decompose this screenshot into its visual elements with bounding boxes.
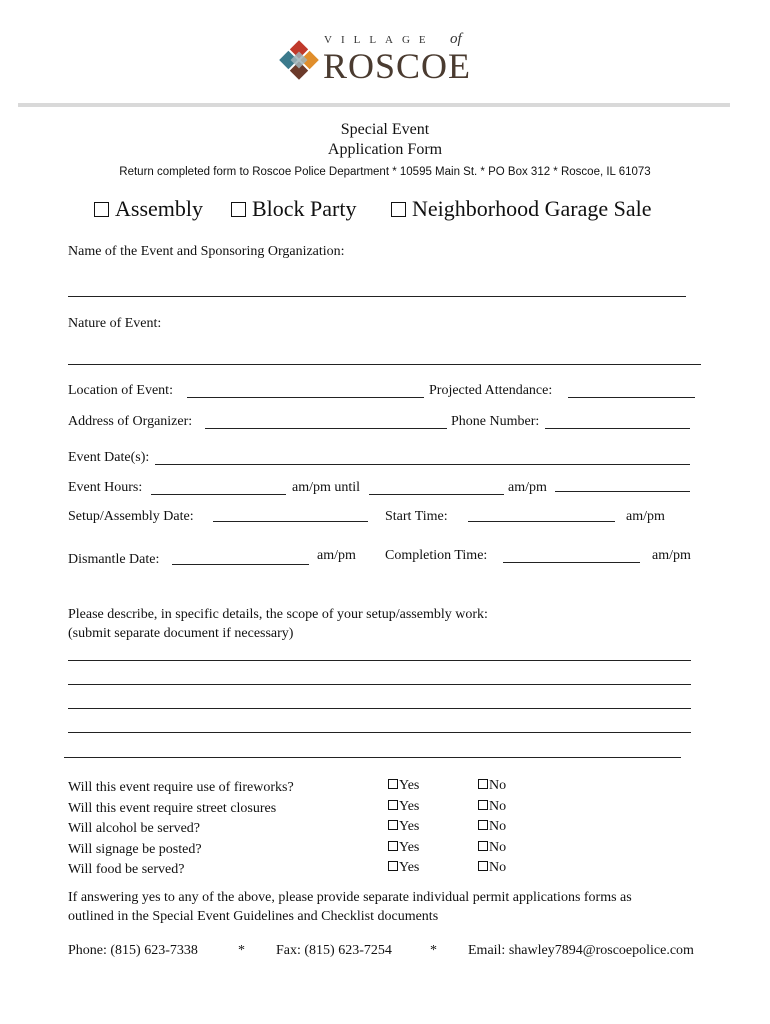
yes-option-fireworks[interactable] — [388, 776, 419, 797]
ampm-until-label: am/pm until — [292, 480, 361, 495]
dismantle-ampm-label: am/pm — [317, 548, 356, 563]
yes-checkbox[interactable] — [388, 820, 398, 830]
nature-label: Nature of Event: — [68, 316, 162, 331]
checkbox-garage-sale[interactable] — [391, 202, 406, 217]
describe-line[interactable] — [68, 660, 691, 661]
yes-label: Yes — [399, 819, 420, 834]
header-divider — [18, 103, 730, 107]
checkbox-assembly[interactable] — [94, 202, 109, 217]
yes-checkbox[interactable] — [388, 779, 398, 789]
no-label: No — [489, 819, 507, 834]
no-checkbox[interactable] — [478, 820, 488, 830]
yes-label: Yes — [399, 839, 420, 855]
logo-of-text: of — [450, 31, 462, 47]
question-text: Will this event require use of fireworks? — [68, 780, 294, 795]
address-label: Address of Organizer: — [68, 414, 193, 429]
event-hours-end-line[interactable] — [369, 494, 504, 495]
yes-options — [388, 776, 419, 879]
dismantle-date-label: Dismantle Date: — [68, 552, 160, 567]
no-label: No — [489, 798, 507, 814]
setup-date-line[interactable] — [213, 521, 368, 522]
event-type-block-party[interactable] — [231, 196, 357, 222]
footer-separator: * — [430, 943, 437, 958]
logo-village-text: VILLAGE — [324, 34, 435, 46]
yes-checkbox[interactable] — [388, 800, 398, 810]
describe-line[interactable] — [64, 757, 681, 758]
yes-checkbox[interactable] — [388, 841, 398, 851]
event-hours-start-line[interactable] — [151, 494, 286, 495]
no-option-alcohol[interactable] — [478, 817, 506, 838]
nature-line[interactable] — [68, 364, 701, 365]
event-type-label: Block Party — [252, 196, 357, 221]
note-line-1: If answering yes to any of the above, please provide separate individual permit applications forms as — [68, 890, 632, 905]
no-checkbox[interactable] — [478, 779, 488, 789]
describe-instructions — [68, 605, 488, 643]
footer-separator: * — [238, 943, 245, 958]
describe-line[interactable] — [68, 684, 691, 685]
ampm-label: am/pm — [508, 480, 547, 495]
footer-email: Email: shawley7894@roscoepolice.com — [468, 943, 694, 958]
start-time-line[interactable] — [468, 521, 615, 522]
logo — [276, 31, 496, 86]
return-instructions: Return completed form to Roscoe Police Department * 10595 Main St. * PO Box 312 * Roscoe, IL 61073 — [119, 166, 651, 178]
dismantle-date-line[interactable] — [172, 564, 309, 565]
completion-time-label: Completion Time: — [385, 548, 488, 563]
page-title — [0, 120, 770, 160]
yes-option-signage[interactable] — [388, 838, 419, 859]
attendance-line[interactable] — [568, 397, 695, 398]
question-text: Will this event require street closures — [68, 800, 277, 816]
event-type-assembly[interactable] — [94, 196, 203, 222]
no-checkbox[interactable] — [478, 800, 488, 810]
describe-line-2: (submit separate document if necessary) — [68, 626, 294, 641]
attendance-label: Projected Attendance: — [429, 383, 553, 398]
setup-date-label: Setup/Assembly Date: — [68, 509, 194, 524]
event-hours-extra-line[interactable] — [555, 491, 690, 492]
footer-fax: Fax: (815) 623-7254 — [276, 943, 392, 958]
yes-option-food[interactable] — [388, 858, 419, 879]
no-checkbox[interactable] — [478, 861, 488, 871]
location-label: Location of Event: — [68, 383, 173, 398]
no-label: No — [489, 839, 507, 855]
question-text: Will food be served? — [68, 862, 185, 877]
logo-mark-icon — [276, 37, 322, 83]
no-option-street[interactable] — [478, 797, 506, 818]
event-name-line[interactable] — [68, 296, 686, 297]
yes-option-street[interactable] — [388, 797, 419, 818]
start-ampm-label: am/pm — [626, 509, 665, 524]
event-dates-label: Event Date(s): — [68, 450, 150, 465]
questions-list — [68, 778, 294, 881]
completion-time-line[interactable] — [503, 562, 640, 563]
yes-option-alcohol[interactable] — [388, 817, 419, 838]
event-hours-label: Event Hours: — [68, 480, 143, 495]
address-line[interactable] — [205, 428, 447, 429]
checkbox-block-party[interactable] — [231, 202, 246, 217]
yes-checkbox[interactable] — [388, 861, 398, 871]
no-options — [478, 776, 506, 879]
note-line-2: outlined in the Special Event Guidelines and Checklist documents — [68, 909, 439, 924]
title-line-2: Application Form — [327, 141, 443, 158]
no-option-food[interactable] — [478, 858, 506, 879]
location-line[interactable] — [187, 397, 424, 398]
event-type-label: Neighborhood Garage Sale — [412, 196, 652, 221]
question-text: Will signage be posted? — [68, 841, 202, 857]
no-option-fireworks[interactable] — [478, 776, 506, 797]
question-text: Will alcohol be served? — [68, 821, 200, 836]
logo-roscoe-text: ROSCOE — [323, 46, 472, 86]
describe-line[interactable] — [68, 708, 691, 709]
no-option-signage[interactable] — [478, 838, 506, 859]
completion-ampm-label: am/pm — [652, 548, 691, 563]
phone-label: Phone Number: — [451, 414, 540, 429]
event-type-label: Assembly — [115, 196, 203, 221]
no-label: No — [489, 778, 507, 793]
permit-note — [68, 888, 632, 926]
yes-label: Yes — [399, 778, 420, 793]
describe-line[interactable] — [68, 732, 691, 733]
describe-line-1: Please describe, in specific details, the scope of your setup/assembly work: — [68, 607, 488, 622]
phone-line[interactable] — [545, 428, 690, 429]
yes-label: Yes — [399, 860, 420, 875]
title-line-1: Special Event — [340, 121, 430, 138]
event-name-label: Name of the Event and Sponsoring Organization: — [68, 244, 345, 259]
event-type-garage-sale[interactable] — [391, 196, 651, 222]
no-checkbox[interactable] — [478, 841, 488, 851]
start-time-label: Start Time: — [385, 509, 448, 524]
yes-label: Yes — [399, 798, 420, 814]
no-label: No — [489, 860, 507, 875]
footer-phone: Phone: (815) 623-7338 — [68, 943, 198, 958]
event-dates-line[interactable] — [155, 464, 690, 465]
